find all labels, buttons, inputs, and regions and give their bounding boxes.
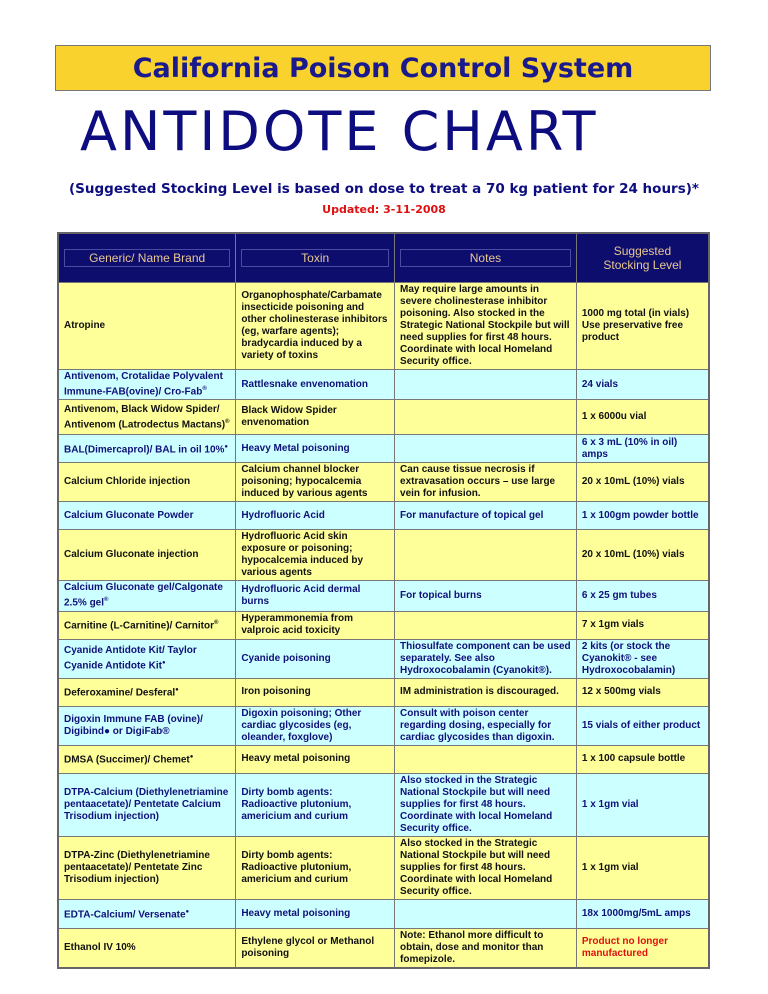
notes-cell: [395, 370, 577, 400]
notes-cell: [395, 530, 577, 581]
generic-name-cell: [58, 283, 236, 370]
generic-name-cell-text: BAL(Dimercaprol)/ BAL in oil 10%: [64, 444, 225, 456]
stocking-level-cell-text: 12 x 500mg vials: [581, 686, 661, 698]
generic-name-cell-text: DTPA-Zinc (Diethylenetriamine pentaacetate)/ Pentetate Zinc Trisodium injection): [64, 849, 210, 885]
table-header-row: [58, 233, 709, 283]
stocking-level-cell: [576, 706, 709, 745]
toxin-cell-text: Hydrofluoric Acid skin exposure or poisoning; hypocalcemia induced by various agents: [241, 531, 364, 579]
stocking-level-cell: [576, 678, 709, 706]
generic-name-cell: [58, 530, 236, 581]
stocking-level-cell: [576, 502, 709, 530]
stocking-level-cell: [576, 745, 709, 773]
banner-title: California Poison Control System: [132, 52, 634, 84]
stocking-level-cell-text: 1 x 6000u vial: [581, 411, 647, 423]
stocking-level-cell: [576, 928, 709, 968]
notes-cell: [395, 435, 577, 463]
notes-cell: [395, 283, 577, 370]
generic-name-cell: [58, 370, 236, 400]
stocking-level-cell-text: 7 x 1gm vials: [581, 619, 645, 631]
toxin-cell-text: Iron poisoning: [241, 686, 311, 698]
notes-cell-text: Note: Ethanol more difficult to obtain, dose and monitor than fomepizole.: [400, 929, 544, 965]
generic-name-cell: [58, 928, 236, 968]
header-stocking-level: Suggested Stocking Level: [576, 233, 709, 283]
stocking-level-cell: [576, 283, 709, 370]
notes-cell: [395, 745, 577, 773]
generic-name-cell: [58, 435, 236, 463]
generic-name-cell-text: DMSA (Succimer)/ Chemet: [64, 754, 190, 766]
table-row: [58, 899, 709, 928]
toxin-cell-text: Dirty bomb agents: Radioactive plutonium, americium and curium: [241, 849, 352, 885]
table-row: [58, 435, 709, 463]
stocking-level-cell-text: 1 x 100gm powder bottle: [581, 509, 699, 521]
notes-cell: [395, 773, 577, 836]
toxin-cell: [236, 283, 395, 370]
generic-name-cell-text: Antivenom, Black Widow Spider/ Antivenom (Latrodectus Mactans): [64, 403, 226, 430]
toxin-cell-text: Dirty bomb agents: Radioactive plutonium, americium and curium: [241, 786, 352, 822]
toxin-cell-text: Rattlesnake envenomation: [241, 378, 369, 390]
trademark-mark: ●: [224, 444, 229, 451]
toxin-cell: [236, 530, 395, 581]
stocking-level-cell-text: 1 x 1gm vial: [581, 798, 639, 810]
stocking-level-cell: [576, 836, 709, 899]
stocking-level-cell: [576, 639, 709, 678]
toxin-cell-text: Hydrofluoric Acid: [241, 509, 325, 521]
toxin-cell: [236, 502, 395, 530]
notes-cell: [395, 611, 577, 639]
header-label: Toxin: [241, 249, 389, 267]
stocking-level-cell-text: 20 x 10mL (10%) vials: [581, 549, 685, 561]
table-row: [58, 836, 709, 899]
toxin-cell: [236, 370, 395, 400]
table-row: [58, 530, 709, 581]
stocking-level-cell-text: 1000 mg total (in vials) Use preservative free product: [581, 308, 690, 343]
toxin-cell: [236, 581, 395, 611]
toxin-cell: [236, 639, 395, 678]
generic-name-cell: [58, 745, 236, 773]
notes-cell: [395, 639, 577, 678]
generic-name-cell: [58, 463, 236, 502]
toxin-cell-text: Heavy metal poisoning: [241, 753, 351, 765]
subtitle: (Suggested Stocking Level is based on dose to treat a 70 kg patient for 24 hours)*: [69, 181, 699, 197]
table-row: [58, 773, 709, 836]
toxin-cell: [236, 773, 395, 836]
header-label: Generic/ Name Brand: [64, 249, 230, 267]
toxin-cell-text: Hyperammonemia from valproic acid toxicity: [241, 613, 354, 637]
generic-name-cell: [58, 836, 236, 899]
table-row: [58, 706, 709, 745]
stocking-level-cell-text: 6 x 25 gm tubes: [581, 589, 657, 601]
updated-date: Updated: 3-11-2008: [322, 203, 446, 216]
stocking-level-cell-text: 15 vials of either product: [581, 719, 701, 731]
trademark-mark: ®: [202, 386, 207, 392]
stocking-level-cell-text: 6 x 3 mL (10% in oil) amps: [581, 436, 678, 460]
generic-name-cell-text: Antivenom, Crotalidae Polyvalent Immune-FAB(ovine)/ Cro-Fab: [64, 371, 223, 398]
notes-cell-text: May require large amounts in severe cholinesterase inhibitor poisoning. Also stocked in the Strategic National Stockpile but will need supplies for first 48 hours. Coordinate with local Homeland Security office.: [400, 284, 570, 367]
generic-name-cell: [58, 706, 236, 745]
notes-cell-text: Also stocked in the Strategic National Stockpile but will need supplies for first 48 hours. Coordinate with local Homeland Security office.: [400, 837, 553, 897]
notes-cell: [395, 706, 577, 745]
stocking-level-cell-text: 2 kits (or stock the Cyanokit® - see Hydroxocobalamin): [581, 640, 676, 676]
notes-cell: [395, 836, 577, 899]
header-label: Notes: [400, 249, 571, 267]
toxin-cell: [236, 463, 395, 502]
stocking-level-cell: [576, 370, 709, 400]
stocking-level-cell: [576, 899, 709, 928]
toxin-cell: [236, 899, 395, 928]
notes-cell: [395, 899, 577, 928]
generic-name-cell-text: Digoxin Immune FAB (ovine)/ Digibind● or DigiFab®: [64, 713, 203, 737]
notes-cell-text: Also stocked in the Strategic National Stockpile but will need supplies for first 48 hours. Coordinate with local Homeland Security office.: [400, 774, 553, 834]
generic-name-cell: [58, 899, 236, 928]
toxin-cell: [236, 678, 395, 706]
generic-name-cell-text: Cyanide Antidote Kit/ Taylor Cyanide Antidote Kit: [64, 644, 197, 672]
generic-name-cell: [58, 773, 236, 836]
stocking-level-cell: [576, 581, 709, 611]
table-row: [58, 463, 709, 502]
notes-cell-text: For topical burns: [400, 589, 482, 601]
stocking-level-cell-text: Product no longer manufactured: [581, 935, 668, 959]
stocking-level-cell: [576, 435, 709, 463]
stocking-level-cell-text: 1 x 1gm vial: [581, 861, 639, 873]
toxin-cell-text: Organophosphate/Carbamate insecticide poisoning and other cholinesterase inhibitors (eg, warfare agents); bradycardia induced by a variety of toxins: [241, 290, 388, 361]
generic-name-cell-text: EDTA-Calcium/ Versenate: [64, 909, 186, 921]
table-row: [58, 400, 709, 435]
page-title: ANTIDOTE CHART: [80, 100, 599, 163]
generic-name-cell-text: Deferoxamine/ Desferal: [64, 687, 176, 699]
toxin-cell-text: Digoxin poisoning; Other cardiac glycosides (eg, oleander, foxglove): [241, 707, 362, 743]
generic-name-cell-text: Calcium Chloride injection: [64, 476, 191, 488]
stocking-level-cell-text: 24 vials: [581, 378, 619, 390]
stocking-level-cell: [576, 611, 709, 639]
trademark-mark: ●: [185, 908, 190, 915]
toxin-cell-text: Heavy metal poisoning: [241, 907, 351, 919]
table-row: [58, 283, 709, 370]
toxin-cell: [236, 745, 395, 773]
notes-cell: [395, 678, 577, 706]
notes-cell-text: For manufacture of topical gel: [400, 509, 544, 521]
generic-name-cell: [58, 400, 236, 435]
notes-cell: [395, 928, 577, 968]
stocking-level-cell: [576, 463, 709, 502]
generic-name-cell: [58, 678, 236, 706]
table-row: [58, 502, 709, 530]
toxin-cell-text: Hydrofluoric Acid dermal burns: [241, 583, 361, 607]
notes-cell: [395, 502, 577, 530]
stocking-level-cell: [576, 400, 709, 435]
notes-cell: [395, 400, 577, 435]
table-row: [58, 611, 709, 639]
generic-name-cell-text: Ethanol IV 10%: [64, 941, 136, 953]
header-banner: [55, 45, 711, 91]
stocking-level-cell-text: 1 x 100 capsule bottle: [581, 753, 686, 765]
table-row: [58, 370, 709, 400]
header-notes: [395, 233, 577, 283]
generic-name-cell-text: Calcium Gluconate injection: [64, 549, 199, 561]
trademark-mark: ●: [189, 754, 194, 761]
generic-name-cell-text: Calcium Gluconate gel/Calgonate 2.5% gel: [64, 582, 223, 609]
notes-cell-text: Consult with poison center regarding dosing, especially for cardiac glycosides than digoxin.: [400, 707, 555, 743]
toxin-cell: [236, 836, 395, 899]
stocking-level-cell-text: 18x 1000mg/5mL amps: [581, 907, 691, 919]
trademark-mark: ®: [214, 620, 219, 627]
stocking-level-cell: [576, 773, 709, 836]
trademark-mark: ●: [161, 659, 166, 666]
stocking-level-cell-text: 20 x 10mL (10%) vials: [581, 476, 685, 488]
toxin-cell: [236, 928, 395, 968]
toxin-cell: [236, 400, 395, 435]
generic-name-cell: [58, 639, 236, 678]
table-row: [58, 581, 709, 611]
trademark-mark: ®: [225, 418, 230, 425]
toxin-cell: [236, 435, 395, 463]
antidote-table: [57, 232, 710, 969]
generic-name-cell-text: Atropine: [64, 320, 106, 331]
toxin-cell-text: Black Widow Spider envenomation: [241, 405, 337, 429]
generic-name-cell-text: Carnitine (L-Carnitine)/ Carnitor: [64, 620, 215, 632]
generic-name-cell: [58, 502, 236, 530]
toxin-cell-text: Calcium channel blocker poisoning; hypocalcemia induced by various agents: [241, 464, 368, 500]
header-generic: [58, 233, 236, 283]
trademark-mark: ®: [104, 597, 109, 604]
toxin-cell-text: Cyanide poisoning: [241, 652, 331, 664]
stocking-level-cell: [576, 530, 709, 581]
generic-name-cell-text: DTPA-Calcium (Diethylenetriamine pentaacetate)/ Pentetate Calcium Trisodium injection): [64, 786, 229, 822]
toxin-cell: [236, 706, 395, 745]
notes-cell-text: IM administration is discouraged.: [400, 686, 559, 698]
toxin-cell: [236, 611, 395, 639]
notes-cell-text: Thiosulfate component can be used separately. See also Hydroxocobalamin (Cyanokit®).: [400, 640, 571, 676]
toxin-cell-text: Ethylene glycol or Methanol poisoning: [241, 935, 375, 959]
generic-name-cell: [58, 611, 236, 639]
notes-cell: [395, 463, 577, 502]
table-row: [58, 745, 709, 773]
table-row: [58, 678, 709, 706]
toxin-cell-text: Heavy Metal poisoning: [241, 442, 350, 454]
trademark-mark: ●: [175, 687, 179, 694]
table-row: [58, 639, 709, 678]
notes-cell-text: Can cause tissue necrosis if extravasation occurs – use large vein for infusion.: [400, 464, 556, 500]
table-row: [58, 928, 709, 968]
generic-name-cell: [58, 581, 236, 611]
header-toxin: [236, 233, 395, 283]
notes-cell: [395, 581, 577, 611]
generic-name-cell-text: Calcium Gluconate Powder: [64, 509, 194, 521]
